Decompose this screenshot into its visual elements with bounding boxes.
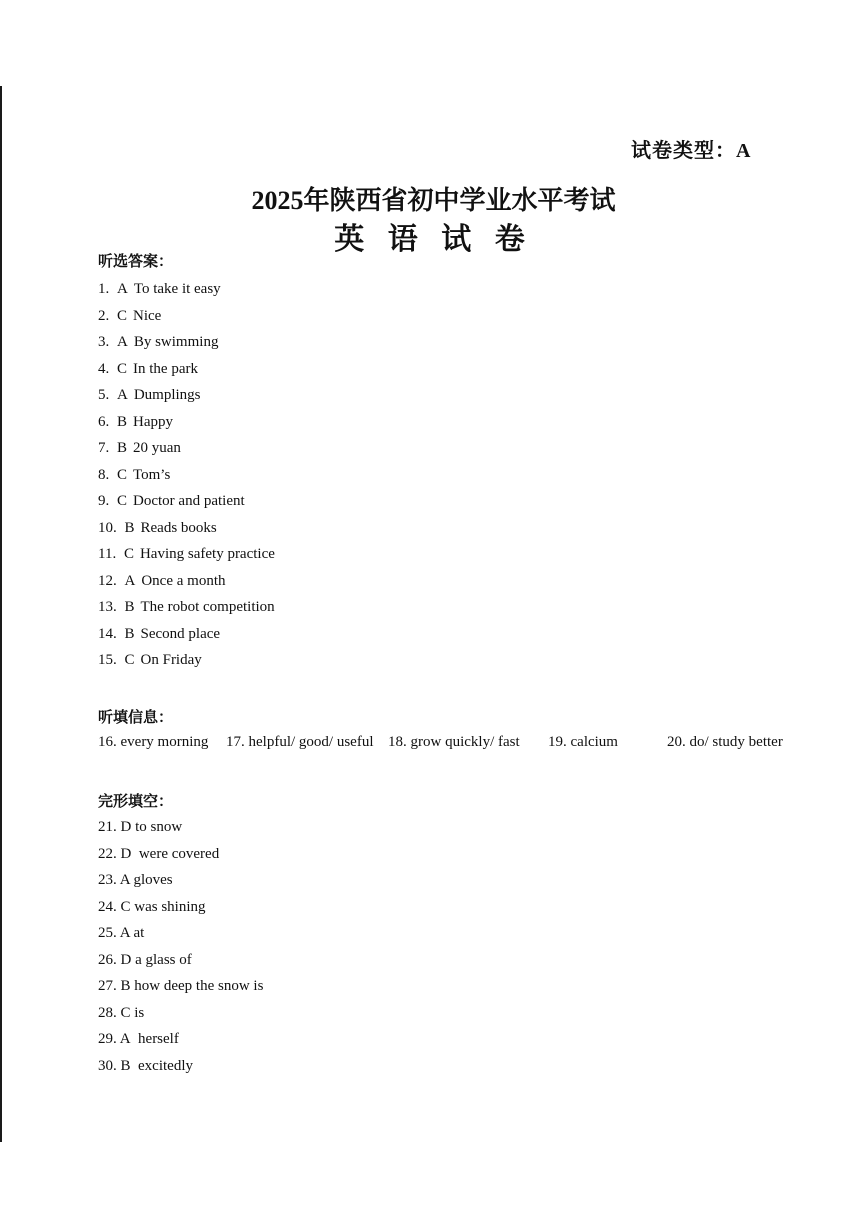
answer-item: 14. B Second place xyxy=(98,625,221,642)
answer-item: 26. D a glass of xyxy=(98,951,192,968)
answer-item: 30. B excitedly xyxy=(98,1057,193,1074)
answer-item: 7. B 20 yuan xyxy=(98,440,181,456)
fill-answer-item: 16. every morning xyxy=(98,734,209,750)
paper-type-label: 试卷类型：A xyxy=(631,140,752,162)
answer-item: 8. C Tom’s xyxy=(98,466,171,483)
answer-item: 24. C was shining xyxy=(98,898,206,915)
answer-item: 10. B Reads books xyxy=(98,519,217,536)
listening-choice-heading: 听选答案： xyxy=(98,252,174,270)
fill-answer-item: 20. do/ study better xyxy=(667,734,783,750)
answer-item: 27. B how deep the snow is xyxy=(98,978,264,994)
fill-answer-item: 19. calcium xyxy=(548,734,618,750)
answer-item: 4. C In the park xyxy=(98,360,198,377)
answer-item: 23. A gloves xyxy=(98,872,173,888)
fill-answer-item: 17. helpful/ good/ useful xyxy=(226,734,374,750)
answer-item: 12. A Once a month xyxy=(98,572,226,589)
answer-item: 21. D to snow xyxy=(98,819,183,835)
answer-item: 13. B The robot competition xyxy=(98,599,275,615)
exam-title: 2025年陕西省初中学业水平考试 xyxy=(251,186,616,215)
answer-item: 25. A at xyxy=(98,925,145,941)
answer-item: 3. A By swimming xyxy=(98,334,219,350)
answer-item: 5. A Dumplings xyxy=(98,387,201,403)
cloze-heading: 完形填空： xyxy=(98,792,174,810)
listening-fill-heading: 听填信息： xyxy=(98,708,174,726)
answer-item: 11. C Having safety practice xyxy=(98,546,275,562)
listening-choice-list xyxy=(98,276,275,674)
fill-answer-item: 18. grow quickly/ fast xyxy=(388,734,520,750)
answer-item: 29. A herself xyxy=(98,1031,179,1047)
answer-item: 28. C is xyxy=(98,1004,145,1021)
answer-item: 9. C Doctor and patient xyxy=(98,493,245,509)
answer-item: 6. B Happy xyxy=(98,413,174,430)
exam-subtitle: 英 语 试 卷 xyxy=(334,223,533,256)
answer-item: 1. A To take it easy xyxy=(98,281,221,297)
answer-item: 15. C On Friday xyxy=(98,652,202,668)
answer-item: 22. D were covered xyxy=(98,845,220,862)
cloze-answer-list xyxy=(98,814,263,1079)
answer-item: 2. C Nice xyxy=(98,307,162,324)
